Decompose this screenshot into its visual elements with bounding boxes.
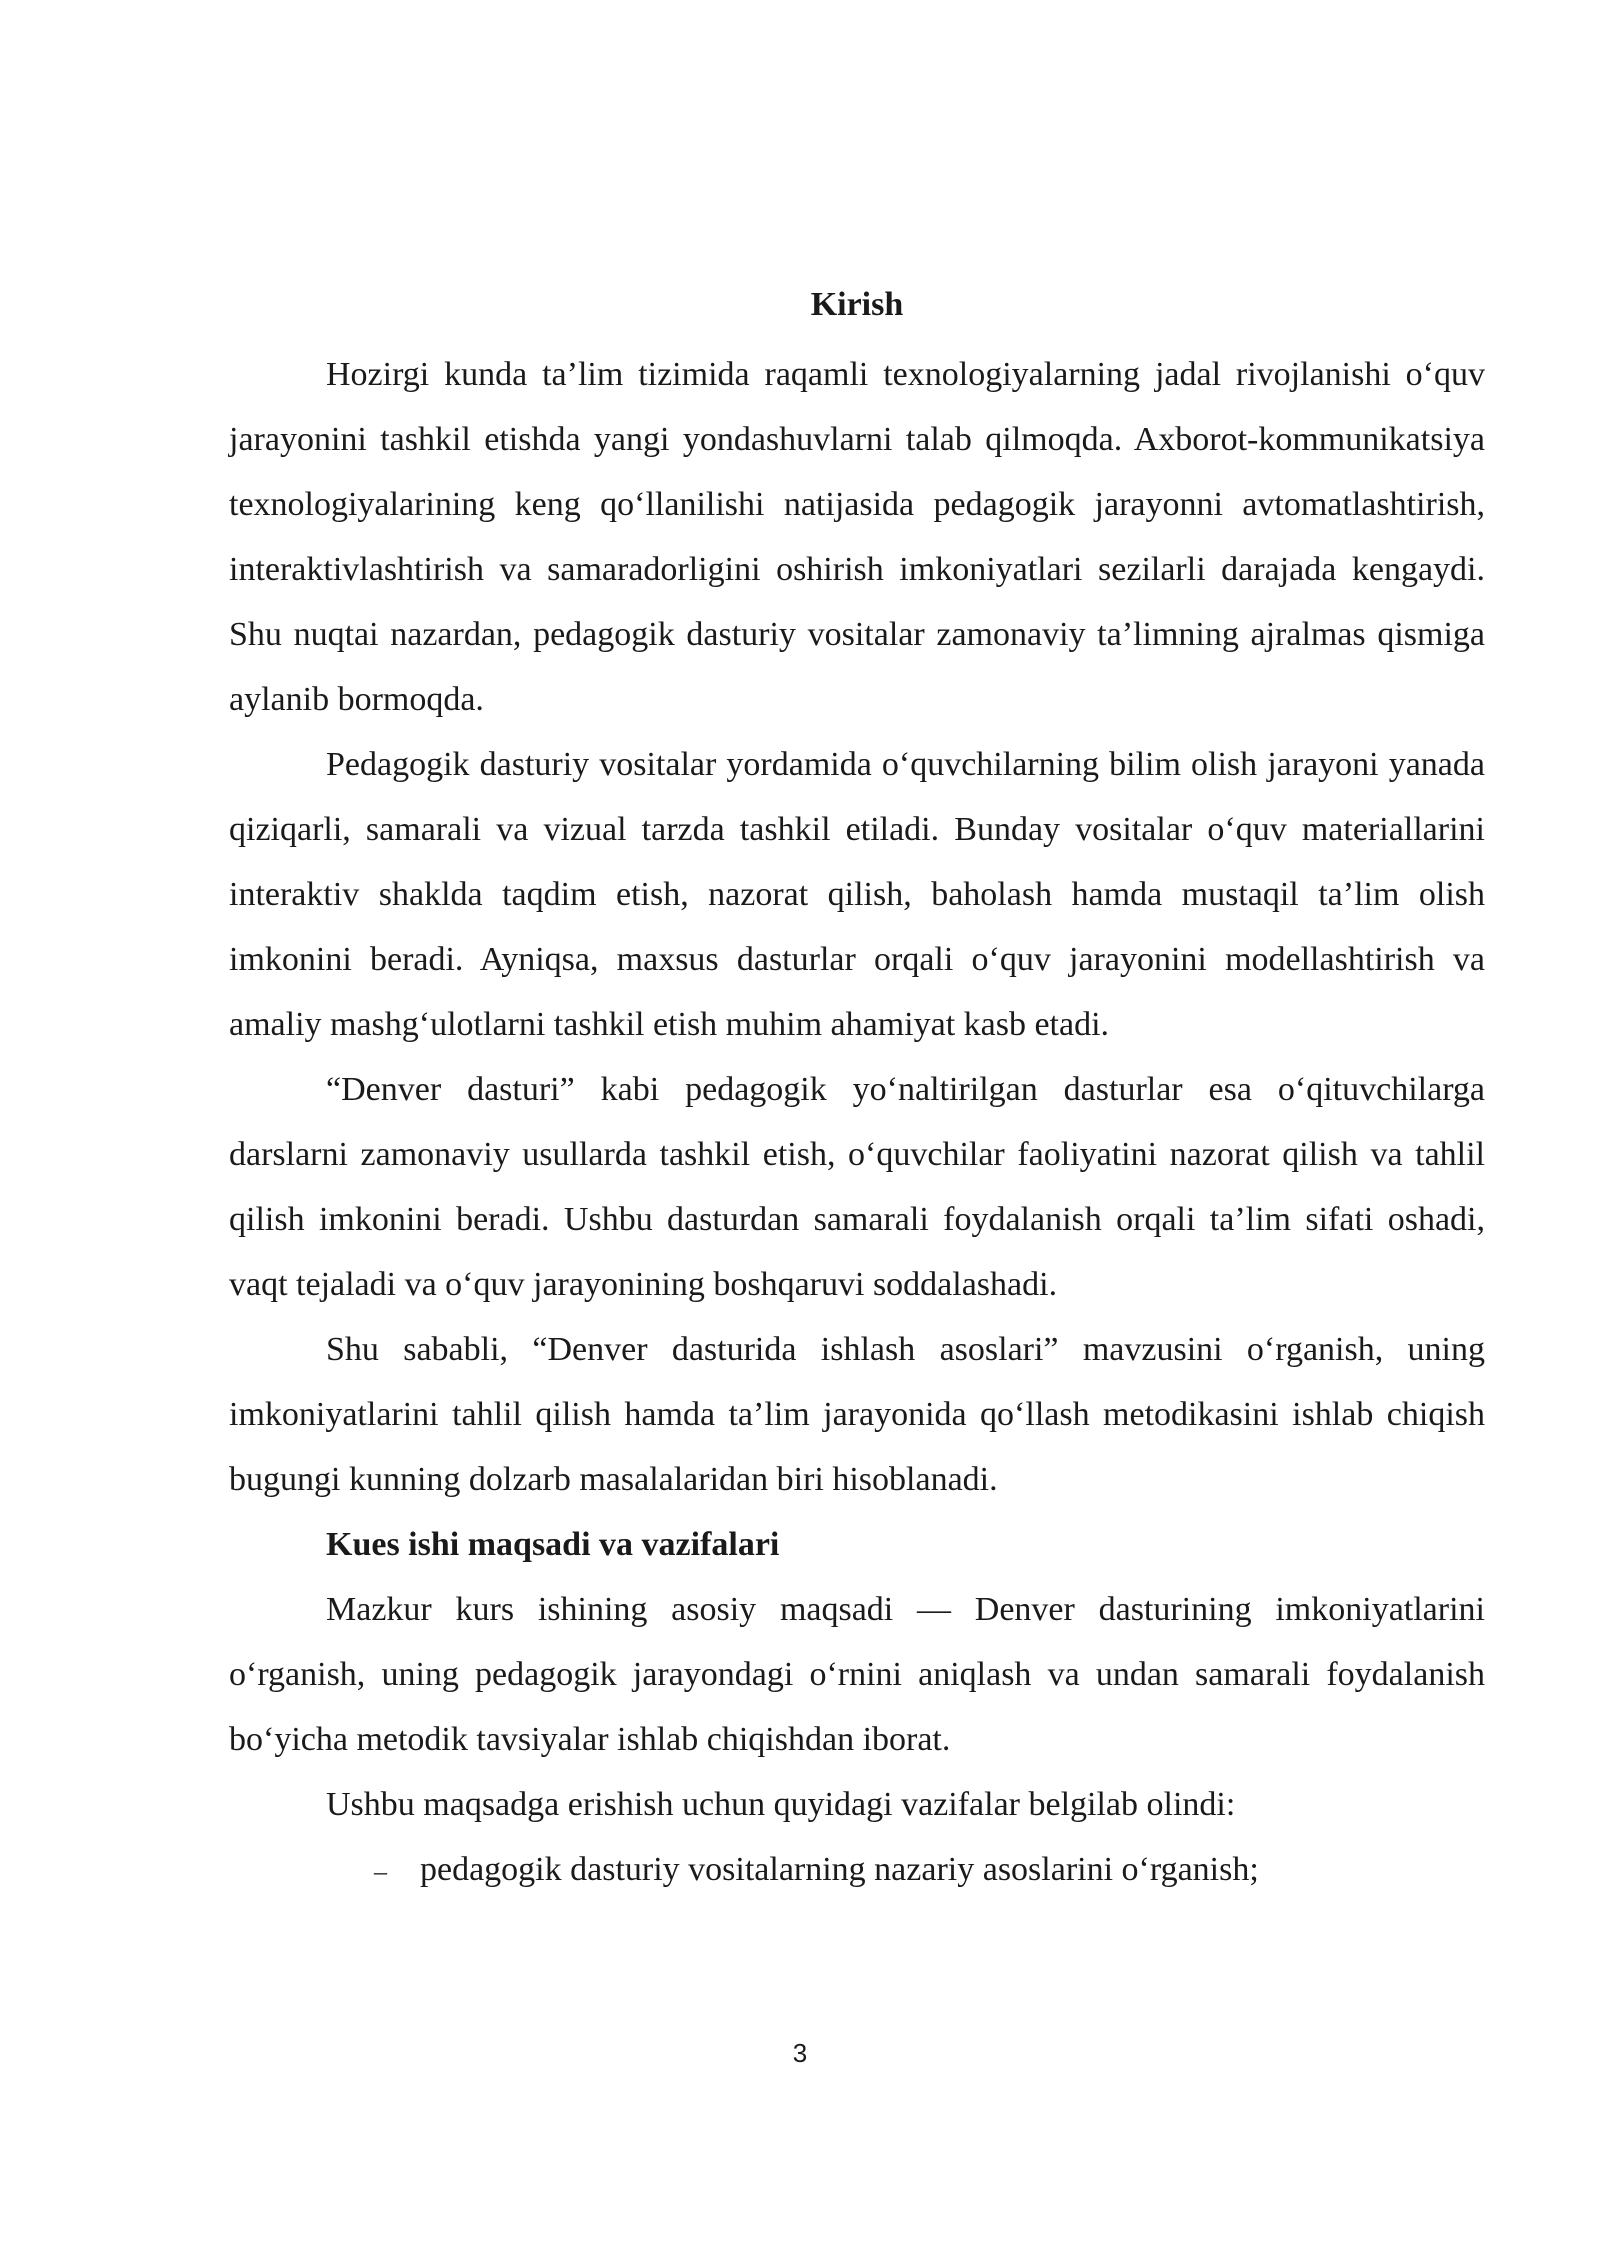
paragraph: Hozirgi kunda ta’lim tizimida raqamli texnologiyalarning jadal rivojlanishi o‘quv jarayonini tashkil etishda yangi yondashuvlarni talab qilmoqda. Axborot-kommunikatsiya texnologiyalarining keng qo‘llanilishi natijasida pedagogik jarayonni avtomatlashtirish, interaktivlashtirish va samaradorligini oshirish imkoniyatlari sezilarli darajada kengaydi. Shu nuqtai nazardan, pedagogik dasturiy vositalar zamonaviy ta’limning ajralmas qismiga aylanib bormoqda. — [229, 356, 1485, 718]
page-content — [229, 278, 1485, 1904]
section-heading: Kirish — [810, 286, 904, 323]
list-item — [374, 1837, 1485, 1904]
paragraph: Mazkur kurs ishining asosiy maqsadi — Denver dasturining imkoniyatlarini o‘rganish, uning pedagogik jarayondagi o‘rnini aniqlash va undan samarali foydalanish bo‘yicha metodik tavsiyalar ishlab chiqishdan iborat. — [229, 1591, 1485, 1758]
task-list — [229, 1837, 1485, 1904]
paragraph: “Denver dasturi” kabi pedagogik yo‘naltirilgan dasturlar esa o‘qituvchilarga darslarni zamonaviy usullarda tashkil etish, o‘quvchilar faoliyatini nazorat qilish va tahlil qilish imkonini beradi. Ushbu dasturdan samarali foydalanish orqali ta’lim sifati oshadi, vaqt tejaladi va o‘quv jarayonining boshqaruvi soddalashadi. — [229, 1071, 1485, 1303]
page-number: 3 — [792, 2038, 808, 2068]
paragraph: Shu sababli, “Denver dasturida ishlash asoslari” mavzusini o‘rganish, uning imkoniyatlarini tahlil qilish hamda ta’lim jarayonida qo‘llash metodikasini ishlab chiqish bugungi kunning dolzarb masalalaridan biri hisoblanadi. — [229, 1331, 1485, 1498]
subsection-heading: Kues ishi maqsadi va vazifalari — [326, 1526, 780, 1563]
list-item-text: pedagogik dasturiy vositalarning nazariy asoslarini o‘rganish; — [420, 1851, 1259, 1888]
paragraph: Pedagogik dasturiy vositalar yordamida o‘quvchilarning bilim olish jarayoni yanada qiziqarli, samarali va vizual tarzda tashkil etiladi. Bunday vositalar o‘quv materiallarini interaktiv shaklda taqdim etish, nazorat qilish, baholash hamda mustaqil ta’lim olish imkonini beradi. Ayniqsa, maxsus dasturlar orqali o‘quv jarayonini modellashtirish va amaliy mashg‘ulotlarni tashkil etish muhim ahamiyat kasb etadi. — [229, 746, 1485, 1043]
paragraph: Ushbu maqsadga erishish uchun quyidagi vazifalar belgilab olindi: — [326, 1786, 1236, 1823]
dash-bullet-icon: – — [374, 1857, 387, 1886]
